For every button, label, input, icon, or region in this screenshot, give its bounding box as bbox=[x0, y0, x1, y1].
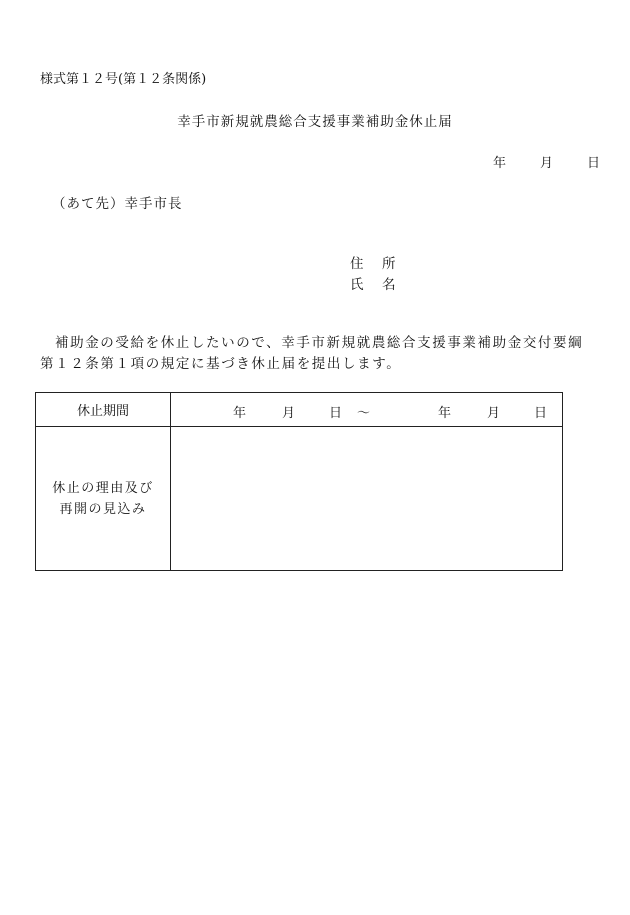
period-label: 休止期間 bbox=[36, 393, 171, 427]
reason-label-line-2: 再開の見込み bbox=[59, 501, 147, 517]
reason-label-line-1: 休止の理由及び bbox=[52, 480, 154, 496]
reason-label bbox=[36, 427, 171, 571]
date-day-label: 日 bbox=[586, 156, 600, 171]
reason-row bbox=[36, 427, 563, 571]
period-value[interactable] bbox=[171, 393, 563, 427]
period-end-day: 日 bbox=[534, 406, 548, 421]
period-start-month: 月 bbox=[282, 406, 296, 421]
name-label-char1: 氏 bbox=[350, 277, 364, 293]
address-label-char2: 所 bbox=[382, 256, 396, 272]
applicant-name-label bbox=[350, 273, 396, 293]
applicant-address-label bbox=[350, 252, 396, 272]
body-line-2: 第１２条第１項の規定に基づき休止届を提出します。 bbox=[40, 356, 402, 372]
submission-date bbox=[493, 152, 600, 171]
period-end-month: 月 bbox=[487, 406, 501, 421]
body-line-1: 補助金の受給を休止したいので、幸手市新規就農総合支援事業補助金交付要綱 bbox=[55, 335, 584, 351]
period-row bbox=[36, 393, 563, 427]
reason-value[interactable] bbox=[171, 427, 563, 571]
period-start-year: 年 bbox=[233, 406, 247, 421]
period-start-day: 日 bbox=[329, 406, 343, 421]
date-month-label: 月 bbox=[539, 156, 553, 171]
name-label-char2: 名 bbox=[382, 277, 396, 293]
suspension-table bbox=[35, 392, 563, 571]
period-end-year: 年 bbox=[438, 406, 452, 421]
document-title: 幸手市新規就農総合支援事業補助金休止届 bbox=[177, 114, 453, 130]
addressee: （あて先）幸手市長 bbox=[52, 196, 183, 212]
body-text bbox=[40, 333, 610, 375]
period-separator: ～ bbox=[357, 406, 371, 421]
date-year-label: 年 bbox=[492, 156, 506, 171]
address-label-char1: 住 bbox=[350, 256, 364, 272]
form-number: 様式第１２号(第１２条関係) bbox=[40, 72, 207, 87]
